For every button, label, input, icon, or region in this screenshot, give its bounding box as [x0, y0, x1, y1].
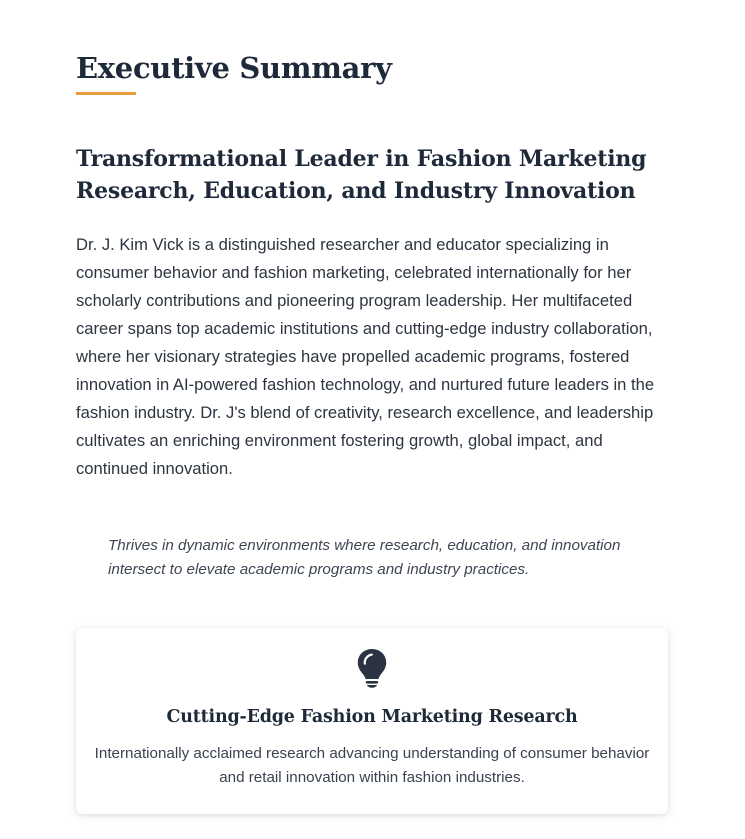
highlight-card-title: Cutting-Edge Fashion Marketing Research — [166, 707, 578, 727]
headline: Transformational Leader in Fashion Marketing Research, Education, and Industry Innovation — [76, 146, 647, 204]
highlight-card — [76, 628, 668, 814]
section-title: Executive Summary — [76, 51, 392, 85]
tagline-quote: Thrives in dynamic environments where research, education, and innovation intersect to elevate academic programs and industry practices. — [108, 537, 621, 578]
lightbulb-icon — [356, 648, 388, 688]
title-underline — [76, 92, 136, 95]
highlight-card-description: Internationally acclaimed research advancing understanding of consumer behavior and retail innovation within fashion industries. — [94, 745, 650, 786]
summary-paragraph: Dr. J. Kim Vick is a distinguished researcher and educator specializing in consumer behavior and fashion marketing, celebrated internationally for her scholarly contributions and pioneering program leadership. Her multifaceted career spans top academic institutions and cutting-edge industry collaboration, where her visionary strategies have propelled academic programs, fostered innovation in AI-powered fashion technology, and nurtured future leaders in the fashion industry. Dr. J's blend of creativity, research excellence, and leadership cultivates an enriching environment fostering growth, global impact, and continued innovation. — [76, 235, 655, 478]
